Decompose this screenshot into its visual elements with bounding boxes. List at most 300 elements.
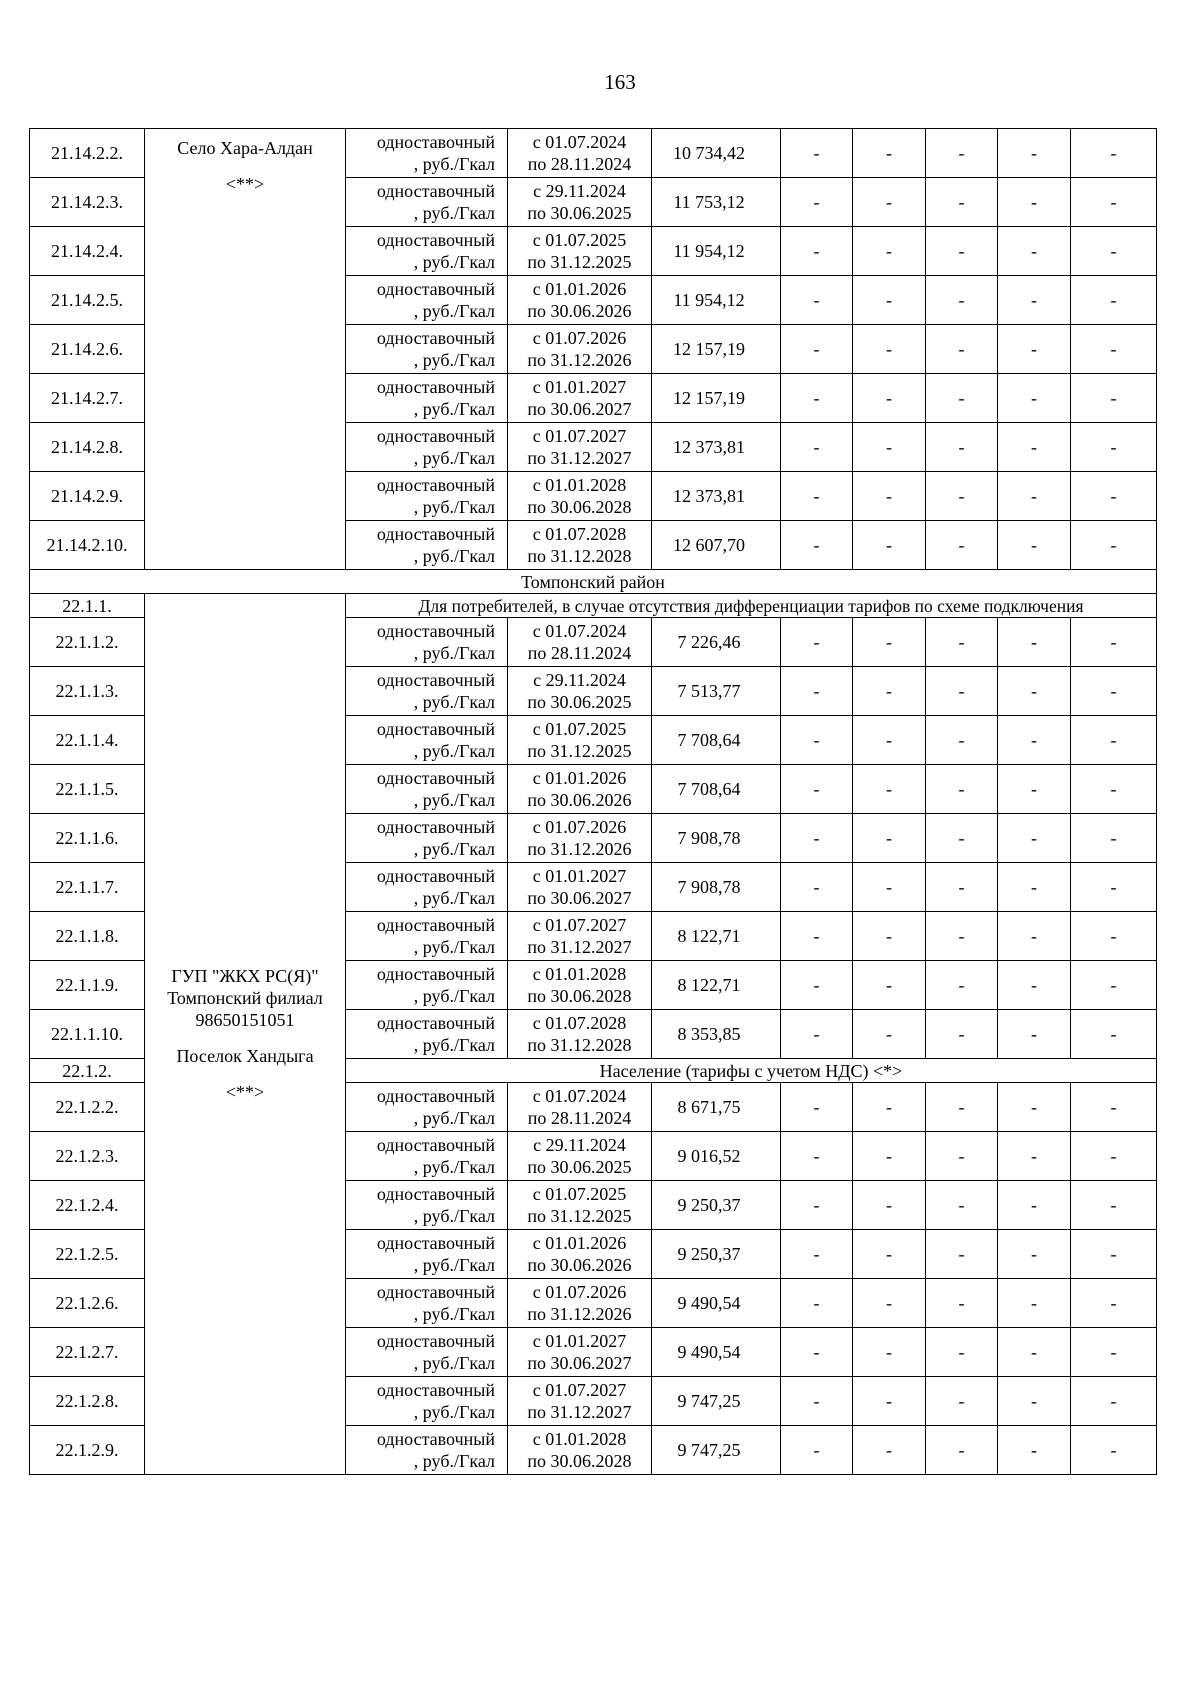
empty-value: - [853, 1010, 926, 1059]
tariff-type-line1: одноставочный [376, 132, 495, 152]
tariff-type-line1: одноставочный [376, 817, 495, 837]
tariff-type-line1: одноставочный [376, 670, 495, 690]
empty-value: - [853, 912, 926, 961]
tariff-type-cell [346, 1010, 508, 1059]
period-cell [508, 227, 652, 276]
tariff-type-line1: одноставочный [376, 964, 495, 984]
empty-value: - [853, 1377, 926, 1426]
period-cell [508, 423, 652, 472]
period-to: по 30.06.2028 [527, 497, 632, 517]
period-to: по 31.12.2028 [527, 1035, 632, 1055]
tariff-type-cell [346, 521, 508, 570]
empty-value: - [926, 1132, 998, 1181]
tariff-type-line2: , руб./Гкал [413, 350, 495, 370]
period-to: по 30.06.2025 [527, 1157, 632, 1177]
empty-value: - [781, 178, 853, 227]
empty-value: - [926, 1181, 998, 1230]
tariff-type-line1: одноставочный [376, 279, 495, 299]
empty-value: - [781, 1377, 853, 1426]
period-cell [508, 374, 652, 423]
tariff-type-line2: , руб./Гкал [413, 1035, 495, 1055]
period-from: с 01.07.2025 [532, 1184, 627, 1204]
period-to: по 30.06.2027 [527, 399, 632, 419]
tariff-type-cell [346, 1132, 508, 1181]
period-to: по 30.06.2025 [527, 203, 632, 223]
empty-value: - [781, 765, 853, 814]
settlement-cell [145, 129, 346, 570]
rate-value: 12 157,19 [652, 325, 781, 374]
empty-value: - [998, 1328, 1071, 1377]
empty-value: - [998, 1426, 1071, 1475]
period-to: по 30.06.2026 [527, 790, 632, 810]
tariff-type-line1: одноставочный [376, 524, 495, 544]
period-from: с 01.07.2024 [532, 132, 627, 152]
tariff-type-line2: , руб./Гкал [413, 154, 495, 174]
period-cell [508, 765, 652, 814]
tariff-type-line1: одноставочный [376, 181, 495, 201]
rate-value: 11 954,12 [652, 276, 781, 325]
empty-value: - [926, 814, 998, 863]
empty-value: - [1071, 1426, 1157, 1475]
empty-value: - [853, 1328, 926, 1377]
tariff-type-line2: , руб./Гкал [413, 986, 495, 1006]
period-from: с 01.07.2027 [532, 915, 627, 935]
period-from: с 01.07.2026 [532, 328, 627, 348]
empty-value: - [1071, 618, 1157, 667]
period-to: по 28.11.2024 [527, 643, 632, 663]
tariff-type-line1: одноставочный [376, 1184, 495, 1204]
organization-cell [145, 594, 346, 1475]
tariff-type-line2: , руб./Гкал [413, 1304, 495, 1324]
empty-value: - [853, 1426, 926, 1475]
period-from: с 01.01.2026 [532, 279, 627, 299]
row-code: 22.1.1.3. [30, 667, 145, 716]
tariff-type-cell [346, 961, 508, 1010]
empty-value: - [926, 765, 998, 814]
empty-value: - [781, 716, 853, 765]
empty-value: - [926, 961, 998, 1010]
period-to: по 31.12.2027 [527, 937, 632, 957]
empty-value: - [998, 765, 1071, 814]
empty-value: - [781, 1083, 853, 1132]
row-code: 22.1.2.7. [30, 1328, 145, 1377]
empty-value: - [1071, 961, 1157, 1010]
settlement-name: Поселок Хандыга [176, 1046, 314, 1066]
tariff-type-line1: одноставочный [376, 621, 495, 641]
tariff-type-line2: , руб./Гкал [413, 1451, 495, 1471]
empty-value: - [926, 863, 998, 912]
rate-value: 9 747,25 [652, 1377, 781, 1426]
row-code: 22.1.2.3. [30, 1132, 145, 1181]
empty-value: - [1071, 716, 1157, 765]
empty-value: - [926, 618, 998, 667]
empty-value: - [926, 374, 998, 423]
period-cell [508, 863, 652, 912]
empty-value: - [1071, 129, 1157, 178]
period-from: с 01.07.2026 [532, 817, 627, 837]
empty-value: - [1071, 1230, 1157, 1279]
period-cell [508, 325, 652, 374]
rate-value: 9 250,37 [652, 1181, 781, 1230]
period-from: с 01.01.2026 [532, 768, 627, 788]
tariff-type-line2: , руб./Гкал [413, 888, 495, 908]
row-code: 22.1.1.5. [30, 765, 145, 814]
period-to: по 30.06.2026 [527, 301, 632, 321]
empty-value: - [1071, 1132, 1157, 1181]
period-from: с 29.11.2024 [533, 1135, 626, 1155]
period-to: по 30.06.2028 [527, 1451, 632, 1471]
table-row [30, 129, 1157, 178]
empty-value: - [781, 423, 853, 472]
row-code: 21.14.2.6. [30, 325, 145, 374]
empty-value: - [926, 325, 998, 374]
tariff-type-line1: одноставочный [376, 328, 495, 348]
empty-value: - [781, 863, 853, 912]
empty-value: - [1071, 423, 1157, 472]
rate-value: 7 908,78 [652, 863, 781, 912]
empty-value: - [1071, 178, 1157, 227]
row-code: 21.14.2.4. [30, 227, 145, 276]
row-code: 22.1.1.8. [30, 912, 145, 961]
tariff-type-line2: , руб./Гкал [413, 1206, 495, 1226]
tariff-type-cell [346, 1230, 508, 1279]
row-code: 21.14.2.2. [30, 129, 145, 178]
tariff-type-line1: одноставочный [376, 719, 495, 739]
empty-value: - [781, 227, 853, 276]
section-code: 22.1.2. [30, 1059, 145, 1083]
row-code: 22.1.1.7. [30, 863, 145, 912]
tariff-type-line2: , руб./Гкал [413, 1255, 495, 1275]
period-to: по 30.06.2025 [527, 692, 632, 712]
period-from: с 01.07.2025 [532, 230, 627, 250]
period-cell [508, 1279, 652, 1328]
page-number: 163 [604, 70, 636, 94]
empty-value: - [926, 1010, 998, 1059]
tariff-type-line1: одноставочный [376, 1135, 495, 1155]
empty-value: - [853, 961, 926, 1010]
empty-value: - [781, 1279, 853, 1328]
empty-value: - [998, 716, 1071, 765]
empty-value: - [998, 618, 1071, 667]
empty-value: - [781, 1132, 853, 1181]
tariff-type-line1: одноставочный [376, 1086, 495, 1106]
empty-value: - [926, 423, 998, 472]
empty-value: - [1071, 667, 1157, 716]
rate-value: 10 734,42 [652, 129, 781, 178]
tariff-type-line2: , руб./Гкал [413, 692, 495, 712]
rate-value: 12 157,19 [652, 374, 781, 423]
period-cell [508, 1328, 652, 1377]
section-code: 22.1.1. [30, 594, 145, 618]
period-from: с 01.01.2027 [532, 866, 627, 886]
empty-value: - [998, 961, 1071, 1010]
empty-value: - [926, 276, 998, 325]
tariff-type-line2: , руб./Гкал [413, 448, 495, 468]
row-code: 22.1.2.8. [30, 1377, 145, 1426]
period-cell [508, 1181, 652, 1230]
row-code: 21.14.2.9. [30, 472, 145, 521]
rate-value: 7 908,78 [652, 814, 781, 863]
empty-value: - [998, 521, 1071, 570]
empty-value: - [1071, 863, 1157, 912]
empty-value: - [926, 716, 998, 765]
rate-value: 12 373,81 [652, 472, 781, 521]
rate-value: 11 954,12 [652, 227, 781, 276]
tariff-type-cell [346, 325, 508, 374]
period-to: по 30.06.2027 [527, 888, 632, 908]
empty-value: - [998, 423, 1071, 472]
period-to: по 28.11.2024 [527, 154, 632, 174]
period-to: по 30.06.2027 [527, 1353, 632, 1373]
tariff-type-cell [346, 863, 508, 912]
row-code: 22.1.2.2. [30, 1083, 145, 1132]
empty-value: - [853, 374, 926, 423]
row-code: 21.14.2.7. [30, 374, 145, 423]
empty-value: - [998, 667, 1071, 716]
district-row [30, 570, 1157, 594]
empty-value: - [998, 472, 1071, 521]
period-cell [508, 472, 652, 521]
empty-value: - [781, 618, 853, 667]
empty-value: - [1071, 325, 1157, 374]
empty-value: - [781, 1426, 853, 1475]
tariff-type-cell [346, 1279, 508, 1328]
district-title: Томпонский район [30, 570, 1157, 594]
empty-value: - [781, 129, 853, 178]
empty-value: - [781, 472, 853, 521]
empty-value: - [853, 716, 926, 765]
section-title: Для потребителей, в случае отсутствия дифференциации тарифов по схеме подключения [346, 594, 1157, 618]
empty-value: - [998, 129, 1071, 178]
empty-value: - [1071, 814, 1157, 863]
empty-value: - [853, 227, 926, 276]
row-code: 21.14.2.5. [30, 276, 145, 325]
tariff-type-line2: , руб./Гкал [413, 1353, 495, 1373]
row-code: 21.14.2.8. [30, 423, 145, 472]
tariff-type-line2: , руб./Гкал [413, 497, 495, 517]
empty-value: - [998, 1010, 1071, 1059]
tariff-type-line1: одноставочный [376, 866, 495, 886]
row-code: 22.1.1.10. [30, 1010, 145, 1059]
empty-value: - [926, 1083, 998, 1132]
tariff-type-line1: одноставочный [376, 1233, 495, 1253]
row-code: 22.1.2.4. [30, 1181, 145, 1230]
empty-value: - [853, 618, 926, 667]
tariff-type-cell [346, 765, 508, 814]
empty-value: - [926, 521, 998, 570]
empty-value: - [853, 1181, 926, 1230]
empty-value: - [781, 325, 853, 374]
period-to: по 31.12.2026 [527, 1304, 632, 1324]
period-to: по 30.06.2028 [527, 986, 632, 1006]
tariff-type-line2: , руб./Гкал [413, 1402, 495, 1422]
tariff-type-cell [346, 227, 508, 276]
empty-value: - [1071, 912, 1157, 961]
empty-value: - [926, 472, 998, 521]
rate-value: 12 607,70 [652, 521, 781, 570]
empty-value: - [926, 178, 998, 227]
row-code: 21.14.2.3. [30, 178, 145, 227]
tariff-type-line1: одноставочный [376, 1331, 495, 1351]
tariff-type-cell [346, 912, 508, 961]
empty-value: - [998, 1132, 1071, 1181]
tariff-type-line1: одноставочный [376, 1429, 495, 1449]
tariff-type-cell [346, 1328, 508, 1377]
tariff-type-cell [346, 1377, 508, 1426]
empty-value: - [853, 423, 926, 472]
empty-value: - [926, 1377, 998, 1426]
section-title: Население (тарифы с учетом НДС) <*> [346, 1059, 1157, 1083]
period-to: по 31.12.2027 [527, 1402, 632, 1422]
tariff-type-cell [346, 1426, 508, 1475]
settlement-mark: <**> [225, 1082, 265, 1102]
empty-value: - [1071, 1279, 1157, 1328]
empty-value: - [853, 1279, 926, 1328]
empty-value: - [781, 814, 853, 863]
org-name: ГУП "ЖКХ РС(Я)" [171, 966, 319, 986]
rate-value: 8 122,71 [652, 961, 781, 1010]
row-code: 22.1.2.6. [30, 1279, 145, 1328]
empty-value: - [781, 961, 853, 1010]
empty-value: - [1071, 1010, 1157, 1059]
empty-value: - [781, 1230, 853, 1279]
row-code: 22.1.2.5. [30, 1230, 145, 1279]
settlement-name: Село Хара-Алдан [177, 138, 313, 158]
rate-value: 8 353,85 [652, 1010, 781, 1059]
rate-value: 12 373,81 [652, 423, 781, 472]
period-to: по 31.12.2025 [527, 252, 632, 272]
empty-value: - [853, 325, 926, 374]
empty-value: - [998, 374, 1071, 423]
tariff-type-cell [346, 814, 508, 863]
tariff-type-cell [346, 129, 508, 178]
period-cell [508, 276, 652, 325]
empty-value: - [998, 814, 1071, 863]
tariff-type-cell [346, 667, 508, 716]
period-from: с 01.07.2024 [532, 621, 627, 641]
rate-value: 7 513,77 [652, 667, 781, 716]
empty-value: - [853, 1230, 926, 1279]
empty-value: - [998, 227, 1071, 276]
row-code: 22.1.2.9. [30, 1426, 145, 1475]
period-from: с 29.11.2024 [533, 181, 626, 201]
tariff-type-line1: одноставочный [376, 475, 495, 495]
empty-value: - [998, 276, 1071, 325]
empty-value: - [781, 1328, 853, 1377]
period-cell [508, 521, 652, 570]
tariff-type-cell [346, 1083, 508, 1132]
rate-value: 9 490,54 [652, 1279, 781, 1328]
tariff-type-line1: одноставочный [376, 915, 495, 935]
period-cell [508, 1083, 652, 1132]
period-from: с 01.07.2027 [532, 426, 627, 446]
empty-value: - [1071, 1377, 1157, 1426]
tariff-type-line2: , руб./Гкал [413, 839, 495, 859]
empty-value: - [1071, 1328, 1157, 1377]
tariff-type-line2: , руб./Гкал [413, 741, 495, 761]
empty-value: - [998, 1377, 1071, 1426]
tariff-type-cell [346, 618, 508, 667]
row-code: 22.1.1.6. [30, 814, 145, 863]
empty-value: - [998, 1230, 1071, 1279]
empty-value: - [1071, 374, 1157, 423]
empty-value: - [781, 521, 853, 570]
tariff-type-line2: , руб./Гкал [413, 252, 495, 272]
tariff-type-line2: , руб./Гкал [413, 1108, 495, 1128]
tariff-type-cell [346, 1181, 508, 1230]
tariff-type-line1: одноставочный [376, 377, 495, 397]
period-cell [508, 1010, 652, 1059]
empty-value: - [1071, 1181, 1157, 1230]
period-to: по 31.12.2027 [527, 448, 632, 468]
org-branch: Томпонский филиал [167, 988, 323, 1008]
tariff-type-line2: , руб./Гкал [413, 643, 495, 663]
rate-value: 7 708,64 [652, 765, 781, 814]
tariff-type-line2: , руб./Гкал [413, 203, 495, 223]
empty-value: - [853, 178, 926, 227]
empty-value: - [998, 1181, 1071, 1230]
row-code: 21.14.2.10. [30, 521, 145, 570]
empty-value: - [926, 227, 998, 276]
tariff-type-cell [346, 423, 508, 472]
period-to: по 30.06.2026 [527, 1255, 632, 1275]
period-from: с 29.11.2024 [533, 670, 626, 690]
period-cell [508, 716, 652, 765]
period-cell [508, 667, 652, 716]
tariff-type-line1: одноставочный [376, 1013, 495, 1033]
empty-value: - [781, 1010, 853, 1059]
empty-value: - [1071, 227, 1157, 276]
tariff-type-line2: , руб./Гкал [413, 790, 495, 810]
tariff-type-line2: , руб./Гкал [413, 937, 495, 957]
empty-value: - [781, 1181, 853, 1230]
period-cell [508, 961, 652, 1010]
empty-value: - [998, 325, 1071, 374]
tariff-type-cell [346, 178, 508, 227]
tariff-type-line1: одноставочный [376, 768, 495, 788]
org-code: 98650151051 [195, 1010, 295, 1030]
tariff-type-line1: одноставочный [376, 230, 495, 250]
period-to: по 31.12.2025 [527, 741, 632, 761]
period-from: с 01.01.2028 [532, 1429, 627, 1449]
empty-value: - [926, 1279, 998, 1328]
empty-value: - [998, 912, 1071, 961]
period-cell [508, 178, 652, 227]
period-from: с 01.07.2028 [532, 524, 627, 544]
period-from: с 01.07.2028 [532, 1013, 627, 1033]
rate-value: 8 122,71 [652, 912, 781, 961]
empty-value: - [853, 765, 926, 814]
section-row [30, 594, 1157, 618]
empty-value: - [853, 863, 926, 912]
empty-value: - [998, 1083, 1071, 1132]
rate-value: 8 671,75 [652, 1083, 781, 1132]
period-cell [508, 1377, 652, 1426]
tariff-table [29, 128, 1157, 1475]
tariff-type-cell [346, 276, 508, 325]
empty-value: - [853, 1083, 926, 1132]
period-to: по 28.11.2024 [527, 1108, 632, 1128]
empty-value: - [781, 374, 853, 423]
period-cell [508, 618, 652, 667]
tariff-type-line1: одноставочный [376, 1282, 495, 1302]
period-from: с 01.07.2024 [532, 1086, 627, 1106]
rate-value: 11 753,12 [652, 178, 781, 227]
tariff-type-line2: , руб./Гкал [413, 1157, 495, 1177]
period-from: с 01.01.2027 [532, 377, 627, 397]
row-code: 22.1.1.2. [30, 618, 145, 667]
rate-value: 9 016,52 [652, 1132, 781, 1181]
